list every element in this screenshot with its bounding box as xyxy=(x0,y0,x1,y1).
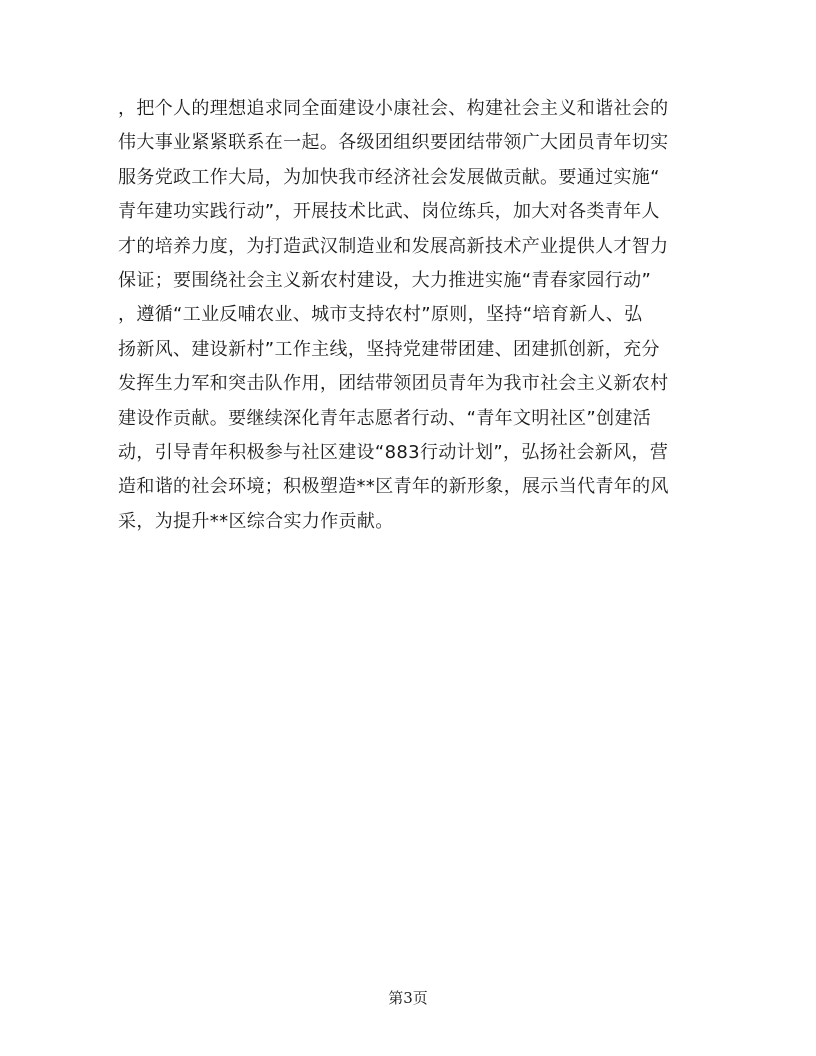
text-line: 发挥生力军和突击队作用，团结带领团员青年为我市社会主义新农村 xyxy=(118,373,669,395)
page-number: 第3页 xyxy=(388,989,428,1007)
text-line: 保证；要围绕社会主义新农村建设，大力推进实施“青春家园行动” xyxy=(118,269,652,291)
text-line: 采，为提升**区综合实力作贡献。 xyxy=(118,510,394,532)
text-line: 扬新风、建设新村”工作主线，坚持党建带团建、团建抓创新，充分 xyxy=(118,338,660,360)
text-line: 服务党政工作大局，为加快我市经济社会发展做贡献。要通过实施“ xyxy=(118,166,660,188)
body-paragraph xyxy=(118,92,708,539)
text-line: 造和谐的社会环境；积极塑造**区青年的新形象，展示当代青年的风 xyxy=(118,476,669,498)
text-line: ，把个人的理想追求同全面建设小康社会、构建社会主义和谐社会的 xyxy=(118,98,669,119)
text-line: 青年建功实践行动”，开展技术比武、岗位练兵，加大对各类青年人 xyxy=(118,201,660,223)
text-line: ，遵循“工业反哺农业、城市支持农村”原则，坚持“培育新人、弘 xyxy=(118,304,643,326)
text-line: 动，引导青年积极参与社区建设“883行动计划”，弘扬社会新风，营 xyxy=(118,441,669,463)
text-line: 伟大事业紧紧联系在一起。各级团组织要团结带领广大团员青年切实 xyxy=(118,132,669,154)
text-line: 建设作贡献。要继续深化青年志愿者行动、“青年文明社区”创建活 xyxy=(118,407,652,429)
text-line: 才的培养力度，为打造武汉制造业和发展高新技术产业提供人才智力 xyxy=(118,235,669,257)
